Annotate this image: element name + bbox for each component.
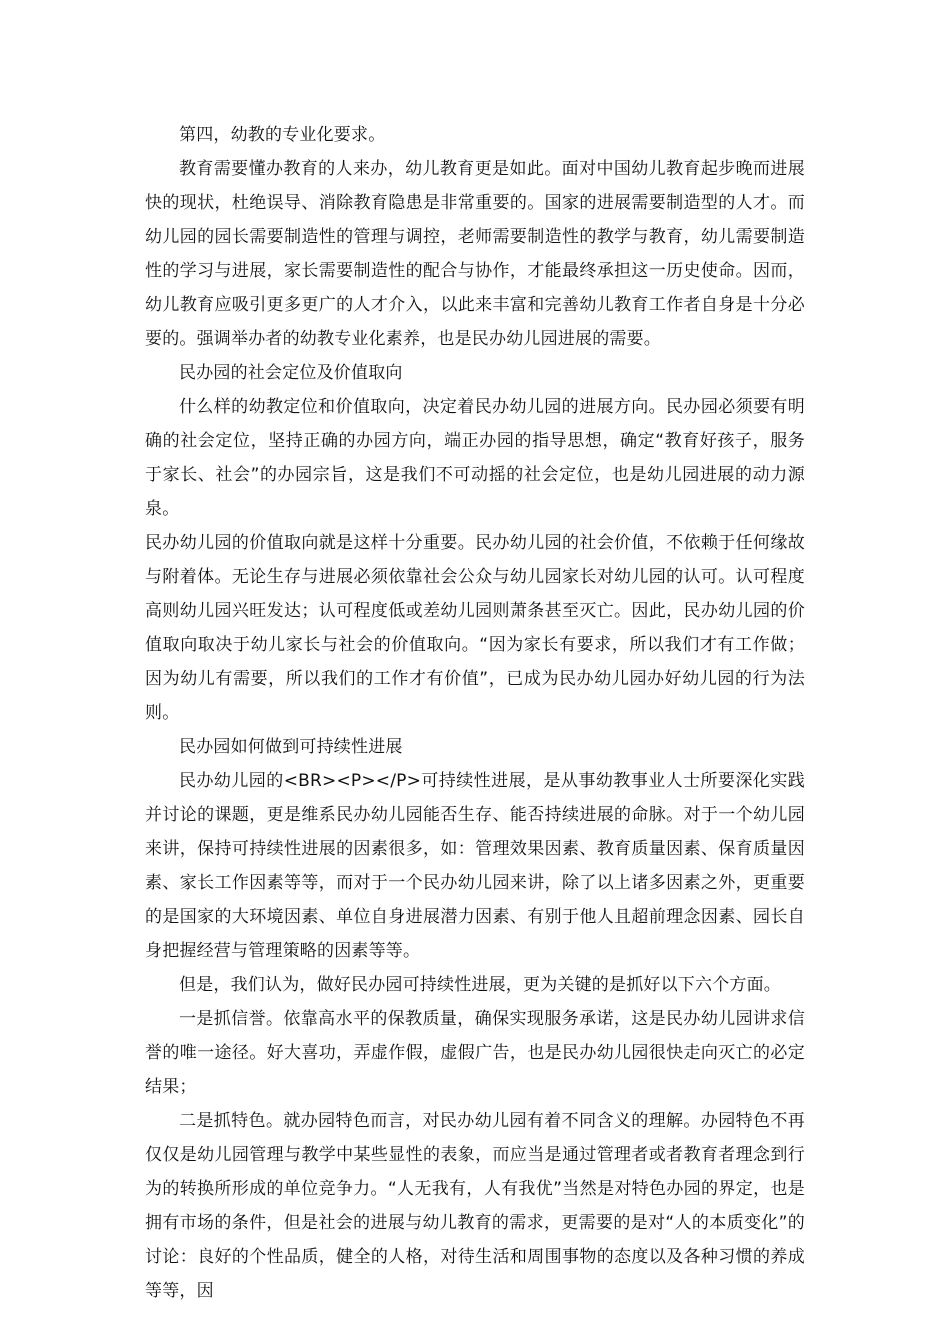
paragraph-professional-education: 教育需要懂办教育的人来办，幼儿教育更是如此。面对中国幼儿教育起步晚而进展快的现状，杜绝误导、消除教育隐患是非常重要的。国家的进展需要制造型的人才。而幼儿园的园长需要制造性的管理与调控，老师需要制造性的教学与教育，幼儿需要制造性的学习与进展，家长需要制造性的配合与协作，才能最终承担这一历史使命。因而，幼儿教育应吸引更多更广的人才介入，以此来丰富和完善幼儿教育工作者自身是十分必要的。强调举办者的幼教专业化素养，也是民办幼儿园进展的需要。 (145, 159, 805, 349)
paragraph-six-aspects-intro: 但是，我们认为，做好民办园可持续性进展，更为关键的是抓好以下六个方面。 (179, 975, 781, 995)
paragraph-aspect-characteristics: 二是抓特色。就办园特色而言，对民办幼儿园有着不同含义的理解。办园特色不再仅仅是幼儿园管理与教学中某些显性的表象，而应当是通过管理者或者教育者理念到行为的转换所形成的单位竞争力。“人无我有，人有我优”当然是对特色办园的界定，也是拥有市场的条件，但是社会的进展与幼儿教育的需求，更需要的是对“人的本质变化”的讨论：良好的个性品质，健全的人格，对待生活和周围事物的态度以及各种习惯的养成等等，因 (145, 1111, 805, 1301)
section-heading-social-positioning: 民办园的社会定位及价值取向 (179, 363, 403, 383)
section-heading-sustainable-development: 民办园如何做到可持续性进展 (179, 737, 403, 757)
paragraph-value-orientation: 民办幼儿园的价值取向就是这样十分重要。民办幼儿园的社会价值，不依赖于任何缘故与附着体。无论生存与进展必须依靠社会公众与幼儿园家长对幼儿园的认可。认可程度高则幼儿园兴旺发达；认可程度低或差幼儿园则萧条甚至灭亡。因此，民办幼儿园的价值取向取决于幼儿家长与社会的价值取向。“因为家长有要求，所以我们才有工作做；因为幼儿有需要，所以我们的工作才有价值”，已成为民办幼儿园办好幼儿园的行为法则。 (145, 533, 805, 723)
paragraph-aspect-reputation: 一是抓信誉。依靠高水平的保教质量，确保实现服务承诺，这是民办幼儿园讲求信誉的唯一途径。好大喜功，弄虚作假，虚假广告，也是民办幼儿园很快走向灭亡的必定结果； (145, 1009, 805, 1097)
paragraph-social-positioning: 什么样的幼教定位和价值取向，决定着民办幼儿园的进展方向。民办园必须要有明确的社会定位，坚持正确的办园方向，端正办园的指导思想，确定“教育好孩子，服务于家长、社会”的办园宗旨，这是我们不可动摇的社会定位，也是幼儿园进展的动力源泉。 (145, 397, 805, 519)
paragraph-section-four-heading: 第四，幼教的专业化要求。 (179, 125, 386, 145)
paragraph-sustainable-factors: 民办幼儿园的<BR><P></P>可持续性进展，是从事幼教事业人士所要深化实践并讨论的课题，更是维系民办幼儿园能否生存、能否持续进展的命脉。对于一个幼儿园来讲，保持可持续性进展的因素很多，如：管理效果因素、教育质量因素、保育质量因素、家长工作因素等等，而对于一个民办幼儿园来讲，除了以上诸多因素之外，更重要的是国家的大环境因素、单位自身进展潜力因素、有别于他人且超前理念因素、园长自身把握经营与管理策略的因素等等。 (145, 771, 805, 961)
document-body (145, 118, 805, 1308)
